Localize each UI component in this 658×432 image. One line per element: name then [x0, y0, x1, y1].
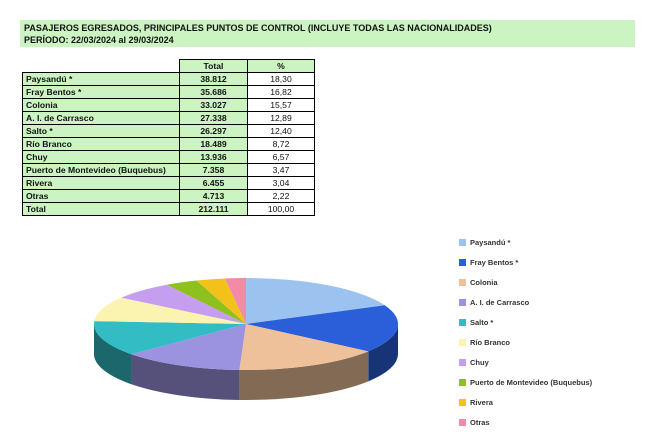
legend-item: [459, 392, 592, 412]
legend-item: [459, 292, 592, 312]
legend-item: [459, 352, 592, 372]
table-header-total: Total: [180, 60, 248, 73]
legend-item: [459, 372, 592, 392]
row-percent: 8,72: [248, 138, 315, 151]
legend-item: [459, 252, 592, 272]
total-value: 212.111: [180, 203, 248, 216]
row-place: Río Branco: [23, 138, 180, 151]
row-percent: 3,04: [248, 177, 315, 190]
pie-top: [94, 278, 398, 370]
row-total: 18.489: [180, 138, 248, 151]
report-period: PERÍODO: 22/03/2024 al 29/03/2024: [24, 35, 174, 45]
legend-swatch: [459, 419, 466, 426]
legend-swatch: [459, 299, 466, 306]
row-place: A. I. de Carrasco: [23, 112, 180, 125]
legend-label: Paysandú *: [470, 237, 511, 247]
row-total: 7.358: [180, 164, 248, 177]
row-total: 27.338: [180, 112, 248, 125]
total-percent: 100,00: [248, 203, 315, 216]
total-label: Total: [23, 203, 180, 216]
legend-label: Puerto de Montevideo (Buquebus): [470, 377, 593, 387]
row-place: Otras: [23, 190, 180, 203]
row-total: 4.713: [180, 190, 248, 203]
legend-swatch: [459, 359, 466, 366]
row-total: 38.812: [180, 73, 248, 86]
row-percent: 15,57: [248, 99, 315, 112]
row-percent: 6,57: [248, 151, 315, 164]
row-place: Puerto de Montevideo (Buquebus): [23, 164, 180, 177]
legend-label: Río Branco: [470, 337, 511, 347]
row-total: 6.455: [180, 177, 248, 190]
row-percent: 2,22: [248, 190, 315, 203]
row-percent: 18,30: [248, 73, 315, 86]
row-total: 13.936: [180, 151, 248, 164]
row-percent: 16,82: [248, 86, 315, 99]
row-place: Paysandú *: [23, 73, 180, 86]
legend-swatch: [459, 339, 466, 346]
table-header-percent: %: [248, 60, 315, 73]
legend-swatch: [459, 379, 466, 386]
legend-swatch: [459, 239, 466, 246]
legend-swatch: [459, 399, 466, 406]
legend-item: [459, 272, 592, 292]
row-percent: 3,47: [248, 164, 315, 177]
legend-label: Chuy: [470, 357, 489, 367]
row-place: Salto *: [23, 125, 180, 138]
legend-label: Otras: [470, 417, 490, 427]
row-percent: 12,40: [248, 125, 315, 138]
row-place: Chuy: [23, 151, 180, 164]
row-total: 26.297: [180, 125, 248, 138]
legend-label: Colonia: [470, 277, 498, 287]
legend-swatch: [459, 279, 466, 286]
legend-label: Fray Bentos *: [470, 257, 519, 267]
row-place: Fray Bentos *: [23, 86, 180, 99]
legend-label: Rivera: [470, 397, 493, 407]
report-title: PASAJEROS EGRESADOS, PRINCIPALES PUNTOS DE CONTROL (INCLUYE TODAS LAS NACIONALIDADES): [24, 23, 492, 33]
legend-item: [459, 332, 592, 352]
legend-item: [459, 412, 592, 432]
row-place: Rivera: [23, 177, 180, 190]
row-place: Colonia: [23, 99, 180, 112]
chart-legend: [459, 232, 592, 432]
row-total: 33.027: [180, 99, 248, 112]
legend-swatch: [459, 259, 466, 266]
legend-label: Salto *: [470, 317, 494, 327]
legend-item: [459, 312, 592, 332]
legend-label: A. I. de Carrasco: [470, 297, 530, 307]
legend-swatch: [459, 319, 466, 326]
row-total: 35.686: [180, 86, 248, 99]
row-percent: 12,89: [248, 112, 315, 125]
legend-item: [459, 232, 592, 252]
